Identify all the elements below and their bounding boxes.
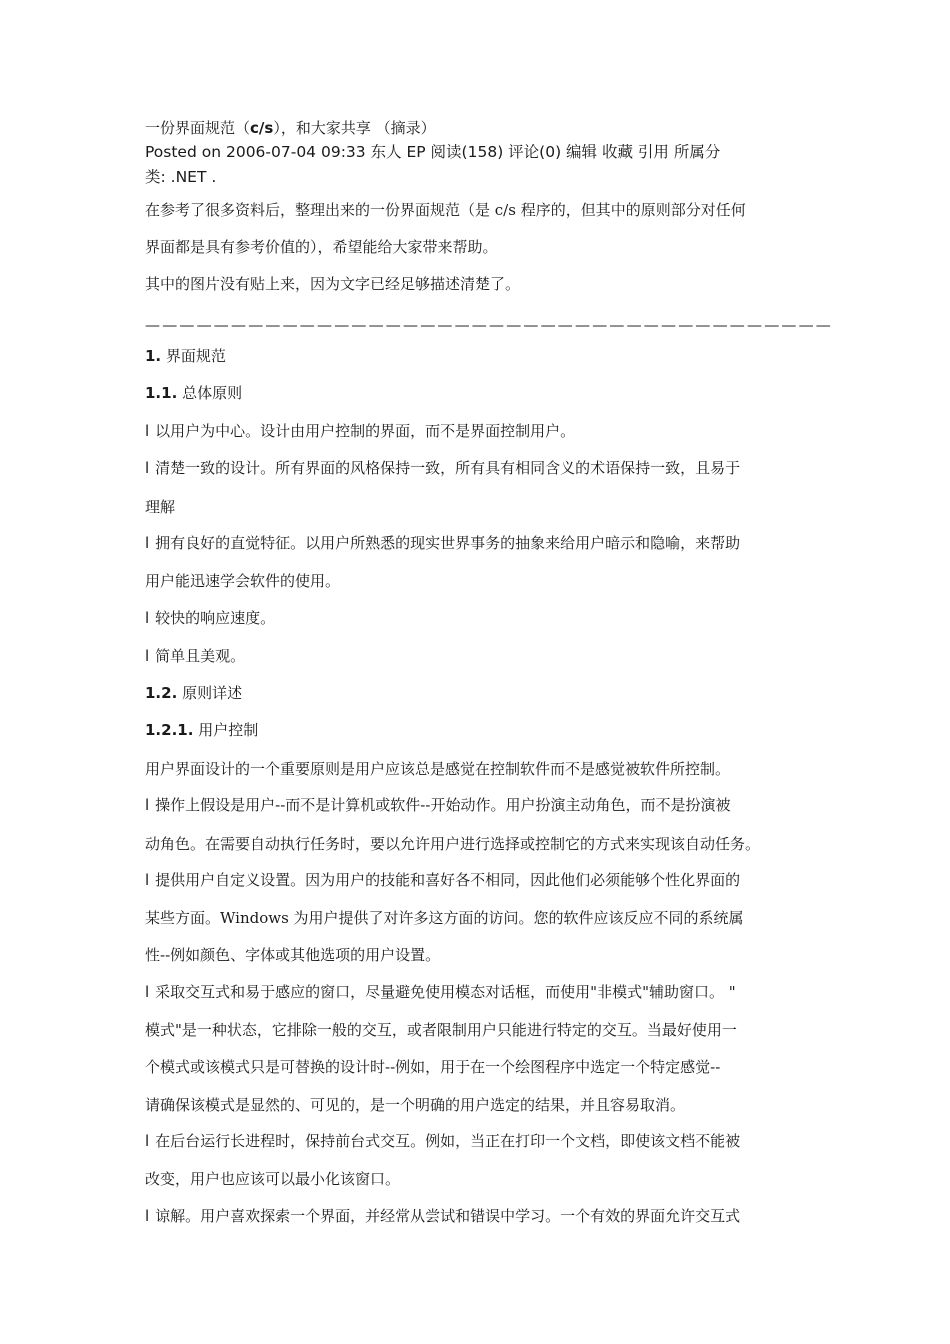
list-item-text: 操作上假设是用户--而不是计算机或软件--开始动作。用户扮演主动角色，而不是扮演被 bbox=[155, 796, 731, 814]
intro-paragraph-line: 在参考了很多资料后，整理出来的一份界面规范（是 c/s 程序的，但其中的原则部分对任何 bbox=[145, 201, 746, 219]
list-item-text: 以用户为中心。设计由用户控制的界面，而不是界面控制用户。 bbox=[155, 422, 576, 440]
list-item bbox=[145, 795, 730, 815]
list-item bbox=[145, 533, 740, 553]
list-item bbox=[145, 982, 736, 1002]
bullet: l bbox=[145, 796, 150, 814]
section-title: 原则详述 bbox=[182, 684, 243, 702]
list-item bbox=[145, 1131, 740, 1151]
section-heading-1-1 bbox=[145, 383, 242, 403]
bullet: l bbox=[145, 459, 150, 477]
list-item-continuation: 个模式或该模式只是可替换的设计时--例如，用于在一个绘图程序中选定一个特定感觉-- bbox=[145, 1058, 721, 1076]
title-rest: ），和大家共享 （摘录） bbox=[273, 119, 436, 137]
post-meta-line-1: Posted on 2006-07-04 09:33 东人 EP 阅读(158) 评论(0) 编辑 收藏 引用 所属分 bbox=[145, 143, 721, 161]
bullet: l bbox=[145, 647, 150, 665]
paragraph: 用户界面设计的一个重要原则是用户应该总是感觉在控制软件而不是感觉被软件所控制。 bbox=[145, 760, 731, 778]
list-item bbox=[145, 646, 245, 666]
bullet: l bbox=[145, 1207, 150, 1225]
list-item-text: 较快的响应速度。 bbox=[155, 609, 276, 627]
section-number: 1.2.1. bbox=[145, 721, 194, 739]
bullet: l bbox=[145, 609, 150, 627]
section-title: 用户控制 bbox=[198, 721, 259, 739]
list-item-text: 简单且美观。 bbox=[155, 647, 246, 665]
title-text: 一份界面规范（ bbox=[145, 119, 251, 137]
section-number: 1.1. bbox=[145, 384, 178, 402]
section-heading-1-2-1 bbox=[145, 720, 258, 740]
section-number: 1.2. bbox=[145, 684, 178, 702]
bullet: l bbox=[145, 983, 150, 1001]
bullet: l bbox=[145, 422, 150, 440]
document-title bbox=[145, 118, 436, 138]
list-item-text: 提供用户自定义设置。因为用户的技能和喜好各不相同，因此他们必须能够个性化界面的 bbox=[155, 871, 741, 889]
list-item-continuation: 某些方面。Windows 为用户提供了对许多这方面的访问。您的软件应该反应不同的系统属 bbox=[145, 909, 744, 927]
list-item-text: 在后台运行长进程时，保持前台式交互。例如，当正在打印一个文档，即使该文档不能被 bbox=[155, 1132, 741, 1150]
list-item-text: 采取交互式和易于感应的窗口，尽量避免使用模态对话框，而使用"非模式"辅助窗口。 " bbox=[155, 983, 736, 1001]
list-item-continuation: 改变，用户也应该可以最小化该窗口。 bbox=[145, 1170, 401, 1188]
list-item bbox=[145, 1206, 740, 1226]
intro-note: 其中的图片没有贴上来，因为文字已经足够描述清楚了。 bbox=[145, 275, 521, 293]
title-cs: c/s bbox=[250, 119, 274, 137]
list-item bbox=[145, 458, 740, 478]
section-title: 界面规范 bbox=[165, 347, 226, 365]
list-item-continuation: 模式"是一种状态，它排除一般的交互，或者限制用户只能进行特定的交互。当最好使用一 bbox=[145, 1021, 737, 1039]
list-item bbox=[145, 421, 575, 441]
section-number: 1. bbox=[145, 347, 162, 365]
separator-rule: ———————————————————————————————————————— bbox=[145, 316, 833, 334]
list-item bbox=[145, 608, 275, 628]
list-item-text: 拥有良好的直觉特征。以用户所熟悉的现实世界事务的抽象来给用户暗示和隐喻，来帮助 bbox=[155, 534, 741, 552]
list-item-continuation: 动角色。在需要自动执行任务时，要以允许用户进行选择或控制它的方式来实现该自动任务。 bbox=[145, 835, 761, 853]
list-item-continuation: 用户能迅速学会软件的使用。 bbox=[145, 572, 341, 590]
list-item bbox=[145, 870, 740, 890]
list-item-continuation: 理解 bbox=[145, 498, 176, 516]
list-item-text: 清楚一致的设计。所有界面的风格保持一致，所有具有相同含义的术语保持一致，且易于 bbox=[155, 459, 741, 477]
section-title: 总体原则 bbox=[182, 384, 243, 402]
intro-paragraph-line: 界面都是具有参考价值的），希望能给大家带来帮助。 bbox=[145, 238, 498, 256]
list-item-continuation: 请确保该模式是显然的、可见的，是一个明确的用户选定的结果，并且容易取消。 bbox=[145, 1096, 686, 1114]
list-item-continuation: 性--例如颜色、字体或其他选项的用户设置。 bbox=[145, 946, 441, 964]
bullet: l bbox=[145, 1132, 150, 1150]
post-meta-line-2: 类: .NET . bbox=[145, 168, 217, 186]
section-heading-1 bbox=[145, 346, 226, 366]
bullet: l bbox=[145, 871, 150, 889]
section-heading-1-2 bbox=[145, 683, 242, 703]
list-item-text: 谅解。用户喜欢探索一个界面，并经常从尝试和错误中学习。一个有效的界面允许交互式 bbox=[155, 1207, 741, 1225]
bullet: l bbox=[145, 534, 150, 552]
